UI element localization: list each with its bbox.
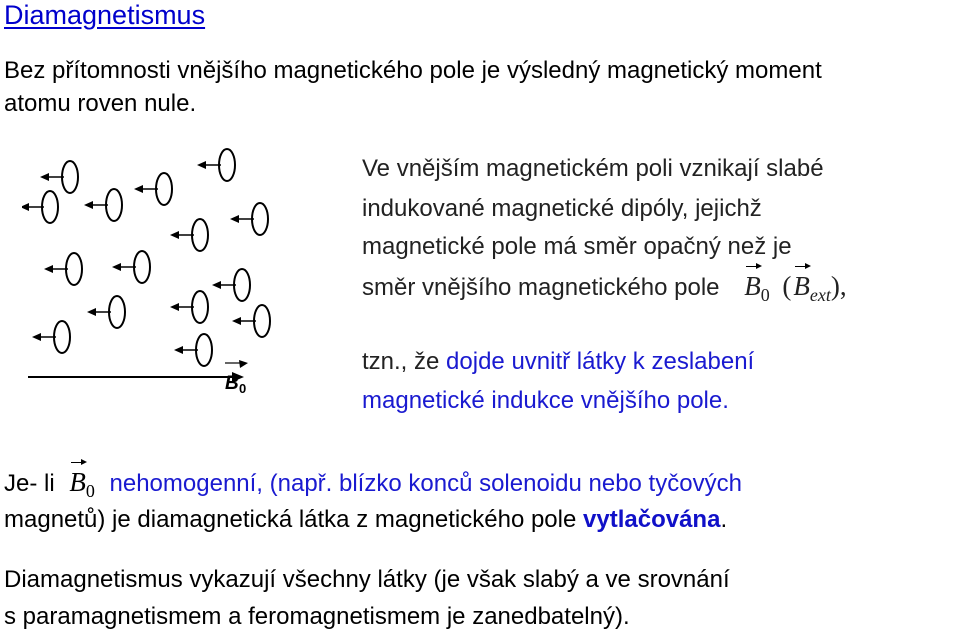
para3-line-1: Diamagnetismus vykazují všechny látky (je však slabý a ve srovnání bbox=[4, 566, 730, 593]
para3-line-2: s paramagnetismem a feromagnetismem je zanedbatelný). bbox=[4, 603, 630, 630]
dipole-diagram bbox=[22, 147, 290, 409]
dipole-loop bbox=[134, 173, 172, 205]
bext-symbol: $(B_{ext})$, bbox=[782, 271, 847, 305]
dipole-loop bbox=[232, 305, 270, 337]
right-line-1: Ve vnějším magnetickém poli vznikají slabé bbox=[362, 155, 824, 182]
dipole-loop bbox=[197, 149, 235, 181]
b0-symbol-2: $B_0$ bbox=[69, 467, 95, 501]
dipole-loop bbox=[22, 191, 58, 223]
dipole-loop bbox=[230, 203, 268, 235]
dipole-group bbox=[22, 149, 270, 366]
b0-symbol: $B_0$ bbox=[744, 271, 770, 305]
b0-label: B bbox=[225, 373, 239, 394]
dipole-loop bbox=[87, 296, 125, 328]
para2-line-2: magnetů) je diamagnetická látka z magnetického pole vytlačována. bbox=[4, 506, 728, 533]
weakening-text: dojde uvnitř látky k zeslabení bbox=[446, 348, 755, 375]
dipole-loop bbox=[84, 189, 122, 221]
right-line-6: magnetické indukce vnějšího pole. bbox=[362, 387, 729, 414]
b0-label-sub: 0 bbox=[239, 381, 247, 396]
right-line-2: indukované magnetické dipóly, jejichž bbox=[362, 195, 762, 222]
dipole-loop bbox=[170, 219, 208, 251]
page-title: Diamagnetismus bbox=[4, 0, 206, 30]
right-line-4-text: směr vnějšího magnetického pole bbox=[362, 274, 720, 301]
right-line-3: magnetické pole má směr opačný než je bbox=[362, 233, 792, 260]
dipole-loop bbox=[174, 334, 212, 366]
intro-line-1: Bez přítomnosti vnějšího magnetického pole je výsledný magnetický moment bbox=[4, 57, 822, 84]
b0-arrow bbox=[28, 360, 248, 382]
right-line-5: tzn., že dojde uvnitř látky k zeslabení bbox=[362, 348, 755, 375]
dipole-loop bbox=[44, 253, 82, 285]
right-line-4 bbox=[362, 269, 847, 312]
dipole-loop bbox=[32, 321, 70, 353]
dipole-loop bbox=[212, 269, 250, 301]
intro-line-2: atomu roven nule. bbox=[4, 90, 197, 117]
para2-line-1: Je- li $B_0$ nehomogenní, (např. blízko konců solenoidu nebo tyčových bbox=[4, 467, 742, 501]
dipole-loop bbox=[112, 251, 150, 283]
expelled-word: vytlačována bbox=[583, 506, 721, 533]
dipole-loop bbox=[40, 161, 78, 193]
dipole-loop bbox=[170, 291, 208, 323]
